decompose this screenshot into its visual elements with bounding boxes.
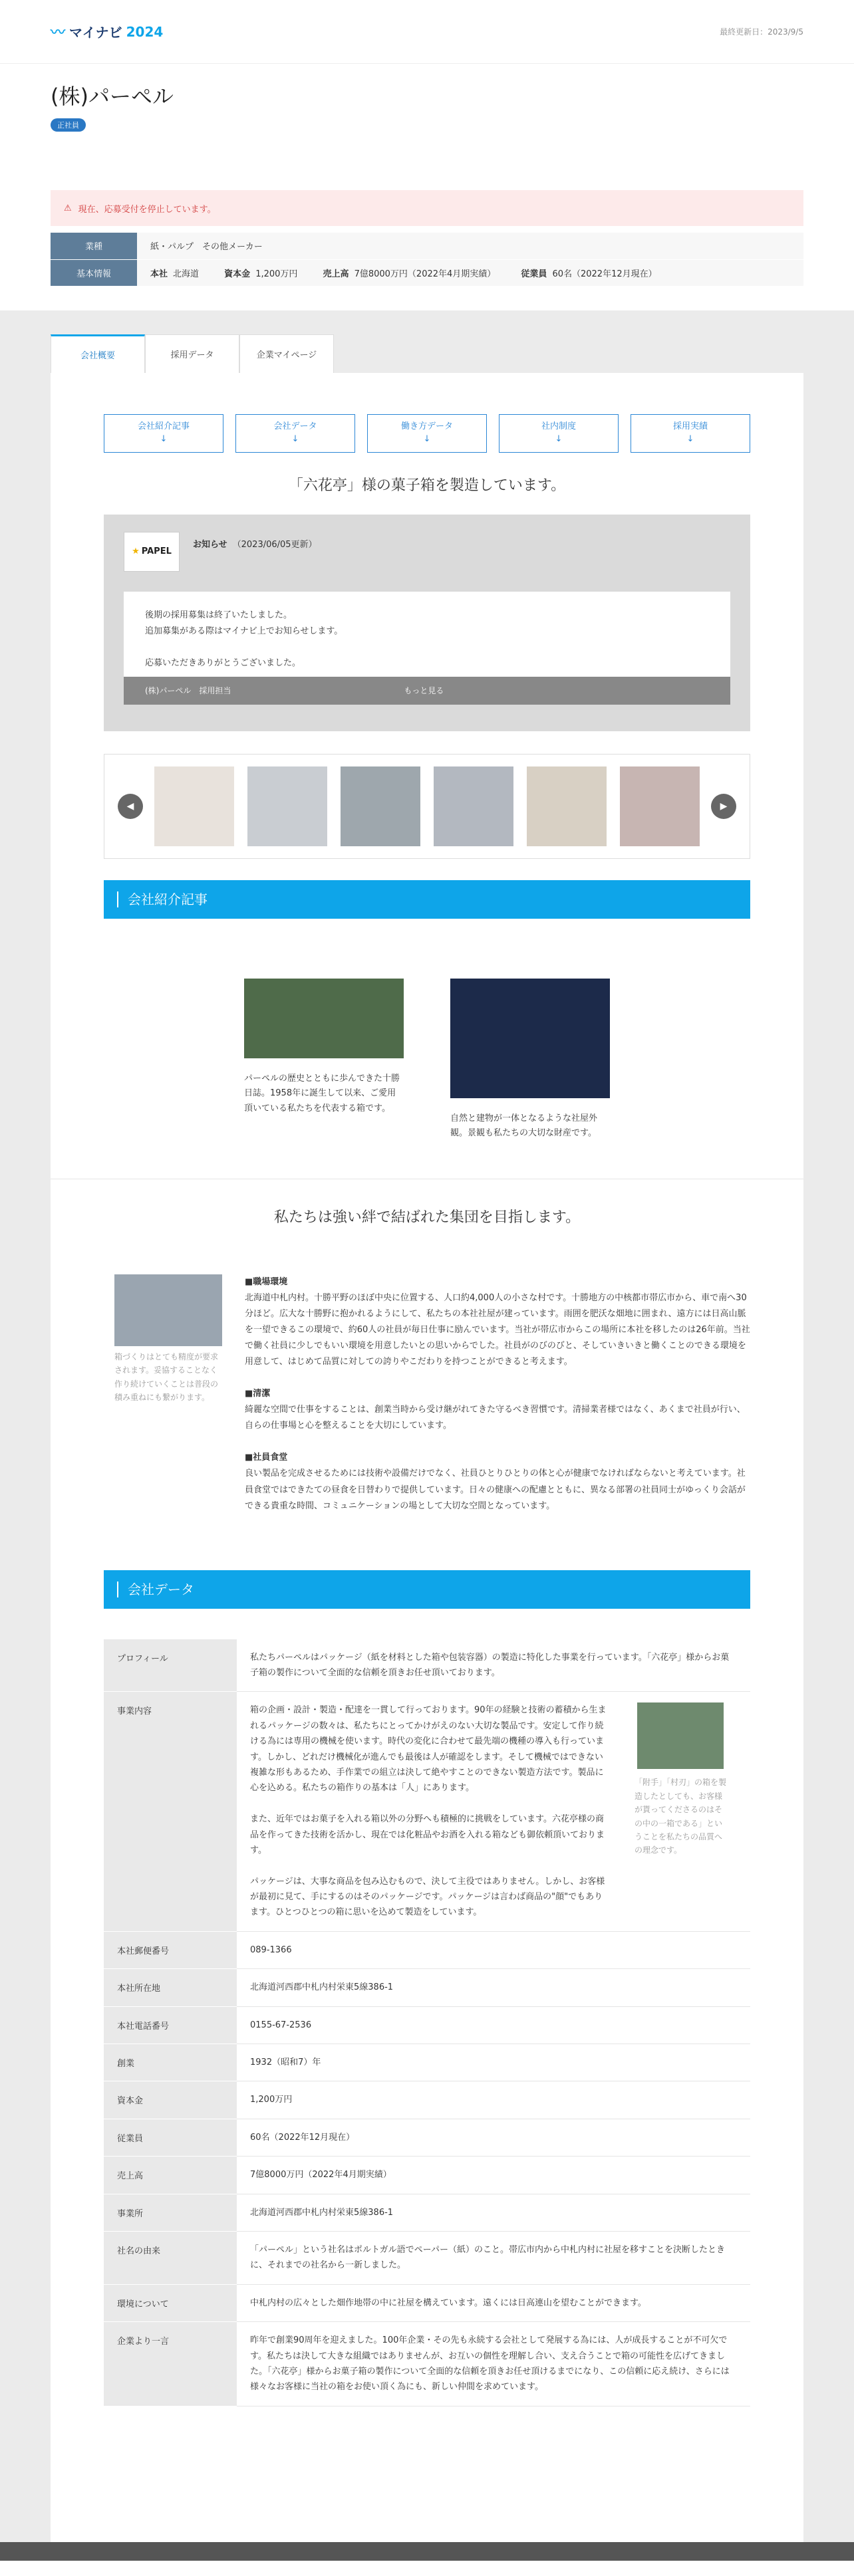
mynavi-logo[interactable]: 〰 マイナビ 2024 xyxy=(51,21,163,42)
anchor-company-data[interactable]: 会社データ ↓ xyxy=(235,414,355,453)
article-photo xyxy=(450,979,610,1098)
table-row: 本社所在地 北海道河西郡中札内村栄東5線386-1 xyxy=(104,1969,750,2006)
table-row: 事業内容 箱の企画・設計・製造・配達を一貫して行っております。90年の経験と技術の蓄積から生まれるパッケージの数々は、私たちにとってかけがえのない大切な製品です。安定して作り続ける為には専用の機械を使います。時代の変化に合わせて最先端の機種の導入も行っています。しかし、どれだけ機械化が進んでも最後は人が確認をします。そして機械ではできない複雑な形もあるため、手作業での組立は決して絶やすことのできない製造方法です。製品に心を込める。私たちの箱作りの基本は「人」にあります。 また、近年ではお菓子を入れる箱以外の分野へも積極的に挑戦をしています。六花亭様の商品を作ってきた技術を活かし、現在では化粧品やお酒を入れる箱なども御依頼頂いております。 パッケージは、大事な商品を包み込むもので、決して主役ではありません。しかし、お客様が最初に見て、手にするのはそのパッケージです。パッケージは言わば商品の"顔"でもあります。ひとつひとつの箱に思いを込めて製造をしています。 「附手」「村刃」の箱を製造したとしても、お客様が貰ってくださるのはその中の一箱である」ということを私たちの品質への理念です。 xyxy=(104,1692,750,1931)
notice-body: 後期の採用募集は終了いたしました。 追加募集がある際はマイナビ上でお知らせします。 応募いただきありがとうございました。 xyxy=(124,592,730,677)
content-area xyxy=(0,310,854,2553)
tab-recruit-data[interactable]: 採用データ xyxy=(145,334,239,373)
anchor-hiring[interactable]: 採用実績 ↓ xyxy=(631,414,750,453)
article-section-heading: 会社紹介記事 xyxy=(104,880,750,919)
anchor-systems[interactable]: 社内制度 ↓ xyxy=(499,414,619,453)
table-row: 売上高 7億8000万円（2022年4月期実績） xyxy=(104,2157,750,2194)
gallery-photo[interactable] xyxy=(341,766,420,846)
site-header xyxy=(0,0,854,64)
last-updated: 最終更新日：2023/9/5 xyxy=(720,27,803,37)
anchor-work-data[interactable]: 働き方データ ↓ xyxy=(367,414,487,453)
article-photo xyxy=(244,979,404,1058)
notice-date: （2023/06/05更新） xyxy=(232,539,317,550)
tab-bar xyxy=(51,333,854,373)
basic-info-table: 業種 紙・パルプ その他メーカー 基本情報 本社 北海道 資本金 1,200万円 売上高 7億8000万円（2022年4月期実績） 従業員 60名（2022年12月現在） xyxy=(51,233,803,287)
closed-alert: ⚠ 現在、応募受付を停止しています。 xyxy=(51,190,803,226)
gallery-next-button[interactable]: ▶ xyxy=(711,794,736,819)
table-row: 社名の由来 「パーペル」という社名はポルトガル語でペーパー（紙）のこと。帯広市内から中札内村に社屋を移すことを決断したときに、それまでの社名から一新しました。 xyxy=(104,2231,750,2284)
gallery-photo[interactable] xyxy=(247,766,327,846)
company-name: (株)パーペル xyxy=(51,84,174,109)
table-row: 創業 1932（昭和7）年 xyxy=(104,2044,750,2081)
gallery-photo[interactable] xyxy=(434,766,513,846)
company-data-heading: 会社データ xyxy=(104,1570,750,1609)
gallery-prev-button[interactable]: ◀ xyxy=(118,794,143,819)
bond-article: 箱づくりはとても精度が要求されます。妥協することなく作り続けていくことは普段の積み重ねにも繋がります。 ■職場環境 北海道中札内村。十勝平野のほぼ中央に位置する、人口約4,000人の小さな村です。十勝地方の中核都市帯広市から、車で南へ30分ほど。広大な十勝野に抱かれるようにして、私たちの本社社屋が建っています。雨囲を肥沃な畑地に囲まれ、遠方には日高山脈を一望できるこの環境で、約60人の社員が毎日仕事に励んでいます。当社が帯広市からこの場所に本社を移したのは26年前。当社で働く社員に少しでもいい環境を用意したいとの思いからでした。社員がのびのびと、そしていきいきと働くことのできる環境を用意して、はじめて品質に対しての誇りやこだわりを持つことができると考えます。 ■清潔 綺麗な空間で仕事をすることは、創業当時から受け継がれてきた守るべき習慣です。清掃業者様ではなく、あくまで社員が行い、自らの仕事場と心を整えることを大切にしています。 ■社員食堂 良い製品を完成させるためには技術や設備だけでなく、社員ひとりひとりの体と心が健康でなければならないと考えています。社員食堂ではできたての昼食を日替わりで提供しています。日々の健康への配慮とともに、異なる部署の社員同士がゆっくり会話ができる貴重な時間、コミュニケーションの場として大切な空間となっています。 xyxy=(114,1274,750,1514)
catch-copy: 「六花亭」様の菓子箱を製造しています。 xyxy=(288,477,566,494)
gallery-photo[interactable] xyxy=(154,766,234,846)
table-row: 事業所 北海道河西郡中札内村栄東5線386-1 xyxy=(104,2194,750,2231)
mynavi-mark-icon: 〰 xyxy=(51,25,66,41)
bond-heading: 私たちは強い絆で結ばれた集団を目指します。 xyxy=(273,1209,581,1226)
table-row: 企業より一言 昨年で創業90周年を迎えました。100年企業・その先も永続する会社として発展する為には、人が成長することが不可欠です。私たちは決して大きな組織ではありませんが、お互いの個性を理解し合い、支え合うことで箱の可能性を広げてきました。「六花亭」様からお菓子箱の製作について全面的な信頼を頂きお任せ頂けるまでになり、この信頼に応え続け、さらには様々なお客様に当社の箱をお使い頂く為にも、新しい仲間を求めています。 xyxy=(104,2322,750,2406)
gallery-photo[interactable] xyxy=(620,766,700,846)
more-link[interactable]: もっと見る xyxy=(404,686,444,695)
star-icon: ★ xyxy=(132,546,140,556)
article-item: パーペルの歴史とともに歩んできた十勝日誌。1958年に誕生して以来、ご愛用頂いている私たちを代表する箱です。 xyxy=(244,979,404,1142)
anchor-nav xyxy=(51,414,803,453)
anchor-article[interactable]: 会社紹介記事 ↓ xyxy=(104,414,223,453)
company-data-table xyxy=(104,1639,750,2406)
notice-footer: (株)パーペル 採用担当 もっと見る xyxy=(124,677,730,705)
notice-box xyxy=(104,515,750,731)
table-row: 従業員 60名（2022年12月現在） xyxy=(104,2119,750,2156)
article-item: 自然と建物が一体となるような社屋外観。景観も私たちの大切な財産です。 xyxy=(450,979,610,1142)
table-row: 本社郵便番号 089-1366 xyxy=(104,1931,750,1968)
photo-gallery xyxy=(104,754,750,859)
tab-overview[interactable]: 会社概要 xyxy=(51,334,145,373)
article-list xyxy=(51,979,803,1142)
warning-icon: ⚠ xyxy=(64,203,72,213)
company-logo: ★ PAPEL xyxy=(124,532,180,572)
factory-photo xyxy=(114,1274,222,1346)
footer-bar xyxy=(0,2542,854,2561)
overview-panel xyxy=(51,373,803,2576)
table-row: プロフィール 私たちパーペルはパッケージ（紙を材料とした箱や包装容器）の製造に特化した事業を行っています。「六花亭」様からお菓子箱の製作について全面的な信頼を頂きお任せ頂いております。 xyxy=(104,1639,750,1692)
product-box-photo xyxy=(637,1702,724,1769)
company-heading xyxy=(0,64,854,132)
table-row: 環境について 中札内村の広々とした畑作地帯の中に社屋を構えています。遠くには日高連山を望むことができます。 xyxy=(104,2284,750,2321)
notice-title: お知らせ xyxy=(193,539,227,550)
tab-mypage[interactable]: 企業マイページ xyxy=(239,334,334,373)
gallery-photo[interactable] xyxy=(527,766,607,846)
table-row: 本社電話番号 0155-67-2536 xyxy=(104,2006,750,2044)
table-row: 資本金 1,200万円 xyxy=(104,2081,750,2119)
employment-type-badge: 正社員 xyxy=(51,118,86,132)
